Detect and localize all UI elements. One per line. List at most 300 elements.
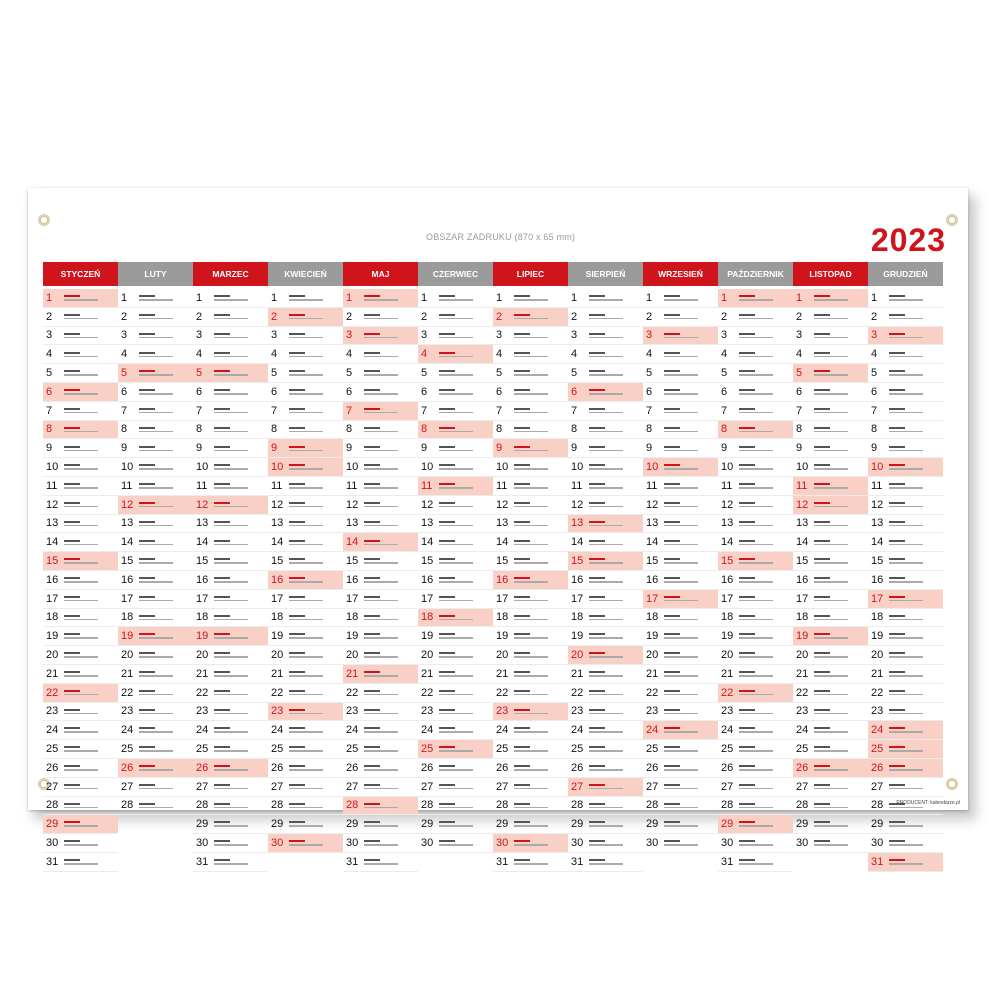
day-cell xyxy=(343,646,418,665)
day-number: 21 xyxy=(346,667,359,680)
day-number: 28 xyxy=(46,799,59,812)
nameday-text-line xyxy=(214,468,248,470)
day-number: 10 xyxy=(46,461,59,474)
day-cell xyxy=(43,308,118,327)
name-days-placeholder xyxy=(889,408,923,414)
nameday-text-line xyxy=(439,807,473,809)
day-number: 2 xyxy=(46,310,53,323)
day-number: 18 xyxy=(496,611,509,624)
day-cell xyxy=(718,439,793,458)
nameday-text-line xyxy=(364,807,398,809)
name-days-placeholder xyxy=(139,502,173,508)
weekday-text-line xyxy=(439,765,455,767)
nameday-text-line xyxy=(889,412,923,414)
day-cell xyxy=(643,797,718,816)
name-days-placeholder xyxy=(214,596,248,602)
day-cell xyxy=(418,308,493,327)
day-cell xyxy=(493,289,568,308)
nameday-text-line xyxy=(514,788,548,790)
day-cell xyxy=(343,439,418,458)
weekday-text-line xyxy=(64,709,80,711)
day-cell xyxy=(793,552,868,571)
name-days-placeholder xyxy=(739,464,773,470)
nameday-text-line xyxy=(64,600,98,602)
weekday-text-line xyxy=(589,746,605,748)
day-number: 12 xyxy=(496,498,509,511)
day-number: 12 xyxy=(571,498,584,511)
day-number: 22 xyxy=(421,686,434,699)
day-cell xyxy=(568,853,643,872)
nameday-text-line xyxy=(889,731,923,733)
name-days-placeholder xyxy=(139,333,173,339)
day-cell xyxy=(118,421,193,440)
name-days-placeholder xyxy=(514,408,548,414)
day-number: 19 xyxy=(196,630,209,643)
weekday-text-line xyxy=(289,521,305,523)
day-cell xyxy=(343,477,418,496)
day-cell xyxy=(493,815,568,834)
name-days-placeholder xyxy=(214,314,248,320)
name-days-placeholder xyxy=(814,333,848,339)
weekday-text-line xyxy=(739,765,755,767)
day-number: 18 xyxy=(721,611,734,624)
name-days-placeholder xyxy=(439,709,473,715)
day-number: 1 xyxy=(46,291,53,304)
name-days-placeholder xyxy=(889,596,923,602)
day-cell xyxy=(268,402,343,421)
day-number: 7 xyxy=(571,404,578,417)
nameday-text-line xyxy=(814,619,848,621)
nameday-text-line xyxy=(589,562,623,564)
weekday-text-line xyxy=(289,821,305,823)
nameday-text-line xyxy=(439,844,473,846)
empty-day-cell xyxy=(118,853,193,872)
nameday-text-line xyxy=(289,713,323,715)
day-number: 2 xyxy=(571,310,578,323)
day-number: 22 xyxy=(496,686,509,699)
name-days-placeholder xyxy=(64,352,98,358)
nameday-text-line xyxy=(814,356,848,358)
weekday-text-line xyxy=(664,295,680,297)
name-days-placeholder xyxy=(664,690,698,696)
weekday-text-line xyxy=(364,840,380,842)
day-cell xyxy=(418,439,493,458)
day-number: 31 xyxy=(46,855,59,868)
name-days-placeholder xyxy=(814,727,848,733)
day-number: 6 xyxy=(796,385,803,398)
day-cell xyxy=(43,552,118,571)
day-cell xyxy=(418,834,493,853)
day-cell xyxy=(793,571,868,590)
weekday-text-line xyxy=(514,633,530,635)
weekday-text-line xyxy=(589,765,605,767)
nameday-text-line xyxy=(64,694,98,696)
weekday-text-line xyxy=(514,765,530,767)
day-cell xyxy=(193,308,268,327)
day-number: 3 xyxy=(121,329,128,342)
day-cell xyxy=(43,402,118,421)
weekday-text-line xyxy=(889,840,905,842)
nameday-text-line xyxy=(814,844,848,846)
weekday-text-line xyxy=(64,389,80,391)
day-cell xyxy=(568,834,643,853)
day-number: 24 xyxy=(496,724,509,737)
weekday-text-line xyxy=(364,389,380,391)
nameday-text-line xyxy=(214,788,248,790)
print-area-label: OBSZAR ZADRUKU (870 x 65 mm) xyxy=(426,232,576,242)
day-number: 13 xyxy=(496,517,509,530)
name-days-placeholder xyxy=(514,652,548,658)
name-days-placeholder xyxy=(589,464,623,470)
day-number: 7 xyxy=(121,404,128,417)
nameday-text-line xyxy=(814,825,848,827)
day-number: 2 xyxy=(271,310,278,323)
day-number: 15 xyxy=(196,555,209,568)
day-number: 17 xyxy=(271,592,284,605)
name-days-placeholder xyxy=(214,690,248,696)
name-days-placeholder xyxy=(739,709,773,715)
day-number: 22 xyxy=(796,686,809,699)
nameday-text-line xyxy=(439,656,473,658)
day-cell xyxy=(118,477,193,496)
nameday-text-line xyxy=(139,675,173,677)
name-days-placeholder xyxy=(289,540,323,546)
weekday-text-line xyxy=(364,314,380,316)
weekday-text-line xyxy=(439,633,455,635)
nameday-text-line xyxy=(364,562,398,564)
weekday-text-line xyxy=(439,352,455,354)
day-number: 30 xyxy=(46,837,59,849)
weekday-text-line xyxy=(214,502,230,504)
nameday-text-line xyxy=(514,750,548,752)
name-days-placeholder xyxy=(139,577,173,583)
day-number: 13 xyxy=(46,517,59,530)
nameday-text-line xyxy=(214,299,248,301)
day-number: 17 xyxy=(46,592,59,605)
nameday-text-line xyxy=(139,468,173,470)
day-number: 5 xyxy=(871,367,878,380)
weekday-text-line xyxy=(439,558,455,560)
grommet-top-right xyxy=(946,214,958,226)
day-cell xyxy=(643,421,718,440)
day-number: 28 xyxy=(121,799,134,812)
day-cell xyxy=(43,458,118,477)
day-number: 16 xyxy=(271,573,284,586)
name-days-placeholder xyxy=(289,558,323,564)
nameday-text-line xyxy=(814,487,848,489)
day-number: 2 xyxy=(721,310,728,323)
nameday-text-line xyxy=(289,525,323,527)
name-days-placeholder xyxy=(814,408,848,414)
name-days-placeholder xyxy=(214,446,248,452)
name-days-placeholder xyxy=(214,784,248,790)
day-number: 5 xyxy=(571,367,578,380)
name-days-placeholder xyxy=(664,540,698,546)
day-number: 31 xyxy=(571,855,584,868)
name-days-placeholder xyxy=(214,370,248,376)
day-cell xyxy=(268,665,343,684)
day-number: 15 xyxy=(421,555,434,568)
nameday-text-line xyxy=(364,844,398,846)
weekday-text-line xyxy=(889,427,905,429)
weekday-text-line xyxy=(664,389,680,391)
name-days-placeholder xyxy=(64,540,98,546)
day-number: 4 xyxy=(796,348,803,361)
nameday-text-line xyxy=(739,431,773,433)
name-days-placeholder xyxy=(589,389,623,395)
name-days-placeholder xyxy=(139,596,173,602)
month-column xyxy=(118,289,193,872)
day-cell xyxy=(193,834,268,853)
weekday-text-line xyxy=(514,671,530,673)
nameday-text-line xyxy=(814,450,848,452)
year-title: 2023 xyxy=(870,222,946,258)
weekday-text-line xyxy=(214,633,230,635)
nameday-text-line xyxy=(889,318,923,320)
day-cell xyxy=(868,477,943,496)
weekday-text-line xyxy=(814,333,830,335)
nameday-text-line xyxy=(889,713,923,715)
name-days-placeholder xyxy=(139,784,173,790)
weekday-text-line xyxy=(364,464,380,466)
name-days-placeholder xyxy=(364,596,398,602)
day-cell xyxy=(868,496,943,515)
weekday-text-line xyxy=(739,727,755,729)
nameday-text-line xyxy=(364,374,398,376)
weekday-text-line xyxy=(589,540,605,542)
day-number: 1 xyxy=(496,291,503,304)
day-cell xyxy=(418,458,493,477)
day-number: 24 xyxy=(421,724,434,737)
weekday-text-line xyxy=(214,784,230,786)
day-number: 22 xyxy=(196,686,209,699)
day-cell xyxy=(193,458,268,477)
weekday-text-line xyxy=(589,709,605,711)
name-days-placeholder xyxy=(289,521,323,527)
weekday-text-line xyxy=(814,690,830,692)
name-days-placeholder xyxy=(589,483,623,489)
day-number: 27 xyxy=(871,780,884,793)
weekday-text-line xyxy=(214,671,230,673)
name-days-placeholder xyxy=(439,389,473,395)
nameday-text-line xyxy=(889,431,923,433)
name-days-placeholder xyxy=(739,615,773,621)
name-days-placeholder xyxy=(589,671,623,677)
day-cell xyxy=(118,289,193,308)
name-days-placeholder xyxy=(664,577,698,583)
weekday-text-line xyxy=(814,746,830,748)
day-number: 6 xyxy=(46,385,53,398)
day-cell xyxy=(268,477,343,496)
weekday-text-line xyxy=(739,803,755,805)
name-days-placeholder xyxy=(64,558,98,564)
name-days-placeholder xyxy=(64,746,98,752)
name-days-placeholder xyxy=(589,446,623,452)
day-number: 4 xyxy=(721,348,728,361)
nameday-text-line xyxy=(139,731,173,733)
name-days-placeholder xyxy=(814,464,848,470)
day-cell xyxy=(118,571,193,590)
nameday-text-line xyxy=(889,468,923,470)
name-days-placeholder xyxy=(739,558,773,564)
day-number: 26 xyxy=(271,761,284,774)
nameday-text-line xyxy=(214,431,248,433)
day-number: 9 xyxy=(646,442,653,455)
month-header: LUTY xyxy=(118,262,193,286)
nameday-text-line xyxy=(739,769,773,771)
nameday-text-line xyxy=(889,863,923,865)
day-cell xyxy=(493,627,568,646)
name-days-placeholder xyxy=(364,464,398,470)
day-cell xyxy=(568,778,643,797)
day-cell xyxy=(268,515,343,534)
name-days-placeholder xyxy=(589,784,623,790)
day-cell xyxy=(43,515,118,534)
weekday-text-line xyxy=(289,427,305,429)
day-number: 11 xyxy=(271,479,283,492)
nameday-text-line xyxy=(64,731,98,733)
weekday-text-line xyxy=(364,540,380,542)
name-days-placeholder xyxy=(439,690,473,696)
name-days-placeholder xyxy=(739,633,773,639)
name-days-placeholder xyxy=(664,727,698,733)
weekday-text-line xyxy=(514,859,530,861)
weekday-text-line xyxy=(439,803,455,805)
day-cell xyxy=(868,703,943,722)
weekday-text-line xyxy=(439,370,455,372)
nameday-text-line xyxy=(889,487,923,489)
day-cell xyxy=(343,496,418,515)
weekday-text-line xyxy=(514,803,530,805)
weekday-text-line xyxy=(214,314,230,316)
day-cell xyxy=(418,496,493,515)
day-number: 6 xyxy=(871,385,878,398)
nameday-text-line xyxy=(664,600,698,602)
day-number: 6 xyxy=(571,385,578,398)
day-cell xyxy=(718,721,793,740)
day-cell xyxy=(418,609,493,628)
day-cell xyxy=(868,515,943,534)
day-number: 14 xyxy=(121,536,134,549)
day-cell xyxy=(43,383,118,402)
day-cell xyxy=(568,759,643,778)
nameday-text-line xyxy=(664,807,698,809)
weekday-text-line xyxy=(589,652,605,654)
name-days-placeholder xyxy=(514,615,548,621)
day-cell xyxy=(643,627,718,646)
day-cell xyxy=(118,533,193,552)
day-cell xyxy=(568,797,643,816)
day-number: 9 xyxy=(121,442,128,455)
day-cell xyxy=(193,477,268,496)
nameday-text-line xyxy=(214,374,248,376)
nameday-text-line xyxy=(739,544,773,546)
day-cell xyxy=(418,627,493,646)
nameday-text-line xyxy=(739,562,773,564)
weekday-text-line xyxy=(439,446,455,448)
day-number: 5 xyxy=(646,367,653,380)
day-number: 8 xyxy=(196,423,203,436)
day-cell xyxy=(268,703,343,722)
nameday-text-line xyxy=(214,675,248,677)
nameday-text-line xyxy=(214,337,248,339)
weekday-text-line xyxy=(214,352,230,354)
nameday-text-line xyxy=(664,525,698,527)
day-number: 7 xyxy=(46,404,53,417)
day-cell xyxy=(718,759,793,778)
day-cell xyxy=(193,552,268,571)
day-cell xyxy=(868,383,943,402)
nameday-text-line xyxy=(64,637,98,639)
day-number: 26 xyxy=(796,761,809,774)
name-days-placeholder xyxy=(289,502,323,508)
weekday-text-line xyxy=(364,821,380,823)
day-cell xyxy=(268,590,343,609)
day-cell xyxy=(343,627,418,646)
name-days-placeholder xyxy=(64,408,98,414)
weekday-text-line xyxy=(739,596,755,598)
nameday-text-line xyxy=(739,637,773,639)
day-number: 28 xyxy=(346,799,359,812)
day-number: 10 xyxy=(496,461,509,474)
day-number: 23 xyxy=(196,705,209,718)
day-number: 23 xyxy=(421,705,434,718)
day-number: 25 xyxy=(196,743,209,756)
day-number: 31 xyxy=(196,855,209,868)
weekday-text-line xyxy=(64,558,80,560)
name-days-placeholder xyxy=(214,709,248,715)
nameday-text-line xyxy=(439,299,473,301)
name-days-placeholder xyxy=(514,502,548,508)
weekday-text-line xyxy=(589,352,605,354)
day-cell xyxy=(493,590,568,609)
day-cell xyxy=(643,740,718,759)
nameday-text-line xyxy=(589,525,623,527)
day-cell xyxy=(568,402,643,421)
day-cell xyxy=(718,778,793,797)
name-days-placeholder xyxy=(439,314,473,320)
day-cell xyxy=(118,439,193,458)
weekday-text-line xyxy=(289,502,305,504)
month-header: WRZESIEŃ xyxy=(643,262,718,286)
day-cell xyxy=(868,834,943,853)
nameday-text-line xyxy=(439,356,473,358)
weekday-text-line xyxy=(64,521,80,523)
name-days-placeholder xyxy=(739,652,773,658)
day-number: 8 xyxy=(346,423,353,436)
name-days-placeholder xyxy=(214,464,248,470)
day-number: 27 xyxy=(496,780,509,793)
day-cell xyxy=(43,684,118,703)
weekday-text-line xyxy=(589,840,605,842)
weekday-text-line xyxy=(64,446,80,448)
weekday-text-line xyxy=(814,596,830,598)
day-number: 26 xyxy=(121,761,134,774)
day-cell xyxy=(343,778,418,797)
weekday-text-line xyxy=(439,464,455,466)
nameday-text-line xyxy=(739,337,773,339)
nameday-text-line xyxy=(214,619,248,621)
day-cell xyxy=(418,477,493,496)
weekday-text-line xyxy=(364,709,380,711)
day-cell xyxy=(493,364,568,383)
weekday-text-line xyxy=(289,389,305,391)
weekday-text-line xyxy=(364,859,380,861)
name-days-placeholder xyxy=(139,633,173,639)
name-days-placeholder xyxy=(64,295,98,301)
day-number: 16 xyxy=(571,573,584,586)
day-cell xyxy=(193,853,268,872)
